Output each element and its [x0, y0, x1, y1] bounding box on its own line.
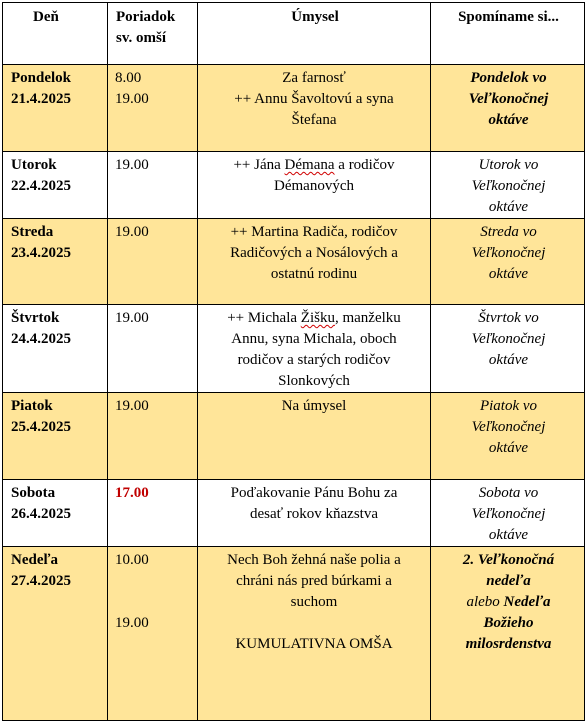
mass-time: 19.00 — [115, 615, 149, 631]
intention-cell — [198, 480, 431, 547]
day-date: 26.4.2025 — [11, 506, 71, 522]
day-cell — [3, 480, 108, 547]
day-name: Sobota — [11, 485, 56, 501]
memory-line: Streda vo — [480, 224, 537, 240]
intention-line: suchom — [290, 594, 338, 610]
memory-cell — [431, 480, 585, 547]
table-row — [3, 305, 585, 393]
day-name: Štvrtok — [11, 310, 60, 326]
table-row — [3, 65, 585, 152]
intention-cell — [198, 305, 431, 393]
time-cell — [108, 305, 198, 393]
memory-line: Nedeľa — [503, 594, 551, 610]
intention-line: desať rokov kňazstva — [249, 506, 379, 522]
intention-cell — [198, 219, 431, 305]
time-cell — [108, 480, 198, 547]
day-date: 23.4.2025 — [11, 245, 71, 261]
day-name: Pondelok — [11, 70, 72, 86]
memory-line: oktáve — [488, 266, 529, 282]
memory-line: Veľkonočnej — [471, 245, 546, 261]
memory-line: oktáve — [488, 440, 529, 456]
intention-line: KUMULATIVNA OMŠA — [235, 636, 393, 652]
memory-line: Sobota vo — [478, 485, 539, 501]
intention-line: ostatnú rodinu — [270, 266, 358, 282]
day-name: Streda — [11, 224, 54, 240]
memory-line: milosrdenstva — [465, 636, 552, 652]
memory-line: 2. Veľkonočná — [462, 552, 555, 568]
mass-time: 10.00 — [115, 552, 149, 568]
intention-cell — [198, 393, 431, 480]
day-name: Piatok — [11, 398, 53, 414]
memory-line: Veľkonočnej — [471, 419, 546, 435]
header-intention: Úmysel — [198, 3, 431, 65]
day-name: Utorok — [11, 157, 57, 173]
day-date: 21.4.2025 — [11, 91, 71, 107]
memory-line: Veľkonočnej — [471, 331, 546, 347]
day-cell — [3, 219, 108, 305]
day-cell — [3, 152, 108, 219]
memory-line: Utorok vo — [478, 157, 539, 173]
intention-line: rodičov a starých rodičov — [237, 352, 391, 368]
table-row — [3, 480, 585, 547]
intention-line: Poďakovanie Pánu Bohu za — [230, 485, 398, 501]
header-row — [3, 3, 585, 65]
memory-line: Veľkonočnej — [468, 91, 549, 107]
memory-line: Štvrtok vo — [478, 310, 539, 326]
memory-cell — [431, 219, 585, 305]
mass-time-highlighted: 17.00 — [115, 485, 149, 501]
day-date: 25.4.2025 — [11, 419, 71, 435]
memory-line: Božieho — [483, 615, 534, 631]
intention-cell — [198, 65, 431, 152]
mass-time: 19.00 — [115, 91, 149, 107]
header-memory: Spomíname si... — [431, 3, 585, 65]
memory-cell — [431, 393, 585, 480]
intention-line: Démanových — [274, 178, 354, 194]
intention-line: ++ Michala Žišku, manželku — [227, 310, 401, 326]
memory-cell — [431, 547, 585, 721]
day-cell — [3, 547, 108, 721]
memory-line: nedeľa — [486, 573, 531, 589]
mass-time: 19.00 — [115, 157, 149, 173]
intention-line: ++ Annu Šavoltovú a syna — [234, 91, 394, 107]
day-cell — [3, 65, 108, 152]
intention-cell — [198, 547, 431, 721]
table-row — [3, 393, 585, 480]
intention-line: ++ Martina Radiča, rodičov — [230, 224, 398, 240]
intention-line: ++ Jána Démana a rodičov — [233, 157, 395, 173]
memory-line: Veľkonočnej — [471, 178, 546, 194]
memory-cell — [431, 152, 585, 219]
memory-line: oktáve — [488, 527, 529, 543]
mass-time: 19.00 — [115, 224, 149, 240]
table-row — [3, 219, 585, 305]
time-cell — [108, 393, 198, 480]
intention-line: Nech Boh žehná naše polia a — [227, 552, 401, 568]
mass-time: 19.00 — [115, 310, 149, 326]
memory-line: oktáve — [488, 352, 529, 368]
mass-time: 19.00 — [115, 398, 149, 414]
intention-line: Za farnosť — [282, 70, 346, 86]
day-date: 22.4.2025 — [11, 178, 71, 194]
time-cell — [108, 547, 198, 721]
memory-line: oktáve — [488, 112, 529, 128]
time-cell — [108, 152, 198, 219]
intention-line: Annu, syna Michala, oboch — [231, 331, 397, 347]
memory-line: Piatok vo — [479, 398, 538, 414]
intention-line: Slonkových — [278, 373, 350, 389]
day-name: Nedeľa — [11, 552, 59, 568]
table-row — [3, 547, 585, 721]
time-cell — [108, 219, 198, 305]
intention-cell — [198, 152, 431, 219]
surname-word: Žišku — [300, 310, 335, 326]
intention-line: Na úmysel — [281, 398, 347, 414]
memory-line: Pondelok vo — [470, 70, 547, 86]
intention-line: chráni nás pred búrkami a — [236, 573, 392, 589]
memory-line: alebo — [466, 594, 500, 610]
memory-cell — [431, 65, 585, 152]
header-day: Deň — [3, 3, 108, 65]
time-cell — [108, 65, 198, 152]
day-date: 24.4.2025 — [11, 331, 71, 347]
day-date: 27.4.2025 — [11, 573, 71, 589]
day-cell — [3, 305, 108, 393]
mass-time: 8.00 — [115, 70, 142, 86]
intention-line: Radičových a Nosálových a — [230, 245, 398, 261]
header-mass-order: Poriadok sv. omší — [108, 3, 198, 65]
intention-line: Štefana — [291, 112, 337, 128]
memory-line: Veľkonočnej — [471, 506, 546, 522]
table-row — [3, 152, 585, 219]
surname-word: Démana — [284, 157, 335, 173]
day-cell — [3, 393, 108, 480]
memory-cell — [431, 305, 585, 393]
mass-schedule-table — [2, 2, 585, 721]
memory-line: oktáve — [488, 199, 529, 215]
